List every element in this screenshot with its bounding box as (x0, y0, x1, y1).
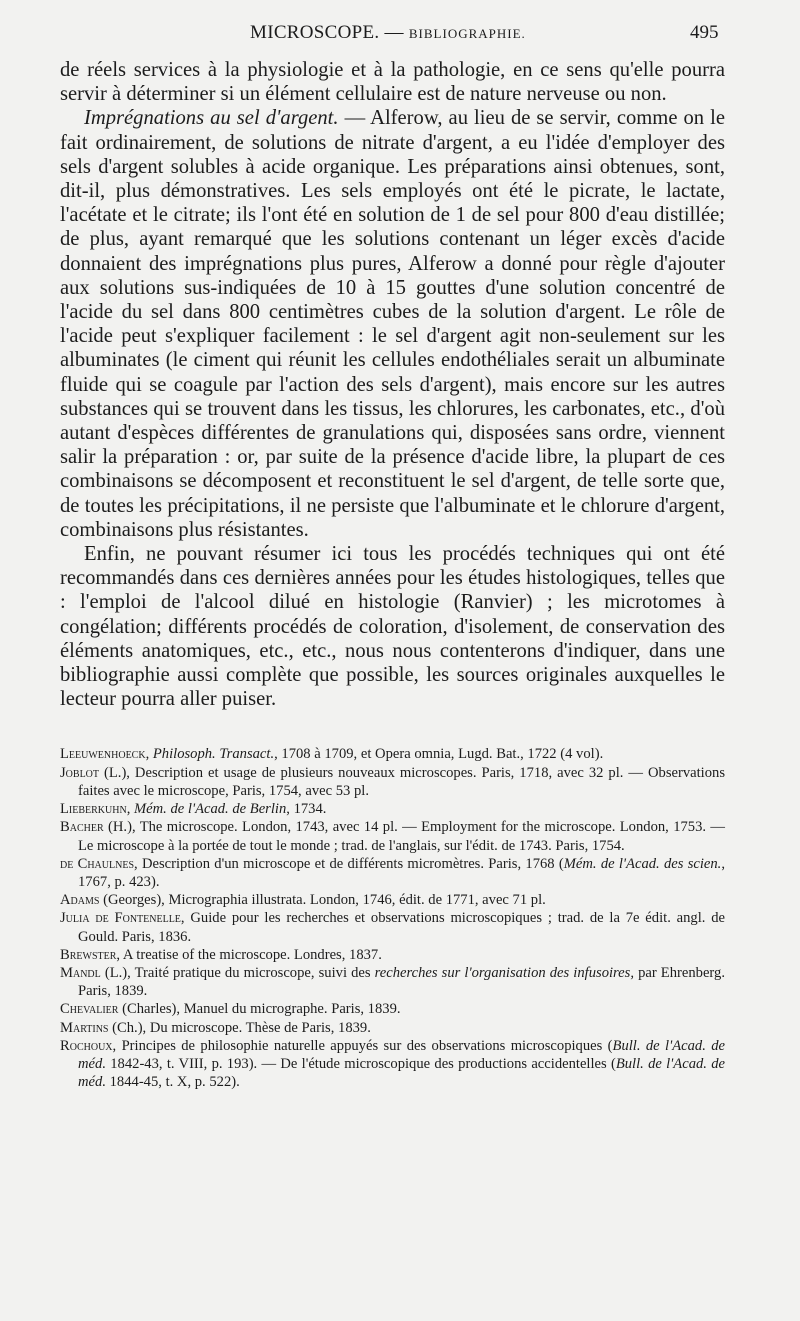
paragraph-2-heading: Imprégnations au sel d'argent. (84, 107, 339, 130)
paragraph-2 (60, 106, 725, 542)
biblio-entry: Joblot (L.), Description et usage de plusieurs nouveaux microscopes. Paris, 1718, avec 32 pl. — Observations faites avec le microscope, Paris, 1754, avec 53 pl. (60, 764, 725, 799)
running-header (60, 22, 725, 52)
page (60, 22, 725, 1091)
header-title: MICROSCOPE. — BIBLIOGRAPHIE. (250, 22, 526, 43)
paragraph-2-body: — Alferow, au lieu de se servir, comme on le fait ordinairement, de solutions de nitrate d'argent, a eu l'idée d'employer des sels d'argent solubles à acide organique. Les préparations ainsi obtenues, sont, dit-il, plus démonstratives. Les sels employés ont été le picrate, le lactate, l'acétate et le citrate; ils l'ont été en solution de 1 de sel pour 800 d'eau distillée; de plus, ayant remarqué que les solutions contenant un léger excès d'acide donnaient des imprégnations plus pures, Alferow a donné pour règle d'ajouter aux solutions sus-indiquées de 10 à 15 gouttes d'une solution concentré de l'acide du sel dans 800 centimètres cubes de la solution d'argent. Le rôle de l'acide peut s'expliquer facilement : le sel d'argent agit non-seulement sur les albuminates (le ciment qui réunit les cellules endothéliales serait un albuminate fluide qui se coagule par l'action des sels d'argent), mais encore sur les autres substances qui se trouvent dans les tissus, les chlorures, les carbonates, etc., d'où autant d'espèces différentes de granulations qui, disposées sans ordre, viennent salir la préparation : or, par suite de la présence d'acide libre, la plupart de ces combinaisons se décomposent et reconstituent le sel d'argent, de telle sorte que, de toutes les précipitations, il ne persiste que l'albuminate et le chlorure d'argent, combinaisons plus résistantes. (60, 107, 725, 541)
paragraph-3: Enfin, ne pouvant résumer ici tous les procédés techniques qui ont été recommandés dans ces dernières années pour les études histologiques, telles que : l'emploi de l'alcool dilué en histologie (Ranvier) ; les microtomes à congélation; différents procédés de coloration, d'isolement, de conservation des éléments anatomiques, etc., etc., nous nous contenterons d'indiquer, dans une bibliographie aussi complète que possible, les sources originales auxquelles le lecteur pourra aller puiser. (60, 543, 725, 711)
paragraph-1: de réels services à la physiologie et à la pathologie, en ce sens qu'elle pourra servir à déterminer si un élément cellulaire est de nature nerveuse ou non. (60, 59, 725, 106)
biblio-entry: Lieberkuhn, Mém. de l'Acad. de Berlin, 1734. (60, 801, 327, 818)
biblio-entry: de Chaulnes, Description d'un microscope et de différents micromètres. Paris, 1768 (Mém. de l'Acad. des scien., 1767, p. 423). (60, 855, 725, 890)
page-number: 495 (690, 22, 719, 43)
biblio-entry: Brewster, A treatise of the microscope. Londres, 1837. (60, 946, 382, 963)
biblio-entry: Martins (Ch.), Du microscope. Thèse de Paris, 1839. (60, 1019, 371, 1036)
biblio-entry: Chevalier (Charles), Manuel du micrographe. Paris, 1839. (60, 1001, 401, 1018)
bibliography (60, 745, 725, 1091)
header-subtitle: BIBLIOGRAPHIE. (408, 26, 526, 41)
biblio-entry: Julia de Fontenelle, Guide pour les recherches et observations microscopiques ; trad. de la 7e édit. angl. de Gould. Paris, 1836. (60, 910, 725, 945)
biblio-entry: Leeuwenhoeck, Philosoph. Transact., 1708 à 1709, et Opera omnia, Lugd. Bat., 1722 (4 vol). (60, 746, 604, 763)
biblio-entry: Adams (Georges), Micrographia illustrata. London, 1746, édit. de 1771, avec 71 pl. (60, 892, 546, 909)
main-text (60, 58, 725, 711)
biblio-entry: Mandl (L.), Traité pratique du microscope, suivi des recherches sur l'organisation des infusoires, par Ehrenberg. Paris, 1839. (60, 964, 725, 1000)
biblio-entry: Bacher (H.), The microscope. London, 1743, avec 14 pl. — Employment for the microscope. London, 1753. — Le microscope à la portée de tout le monde ; trad. de l'anglais, sur l'édit. de 1743. Paris, 1754. (60, 819, 725, 854)
biblio-entry: Rochoux, Principes de philosophie naturelle appuyés sur des observations microscopiques (Bull. de l'Acad. de méd. 1842-43, t. VIII, p. 193). — De l'étude microscopique des productions accidentelles (Bull. de l'Acad. de méd. 1844-45, t. X, p. 522). (60, 1037, 725, 1091)
